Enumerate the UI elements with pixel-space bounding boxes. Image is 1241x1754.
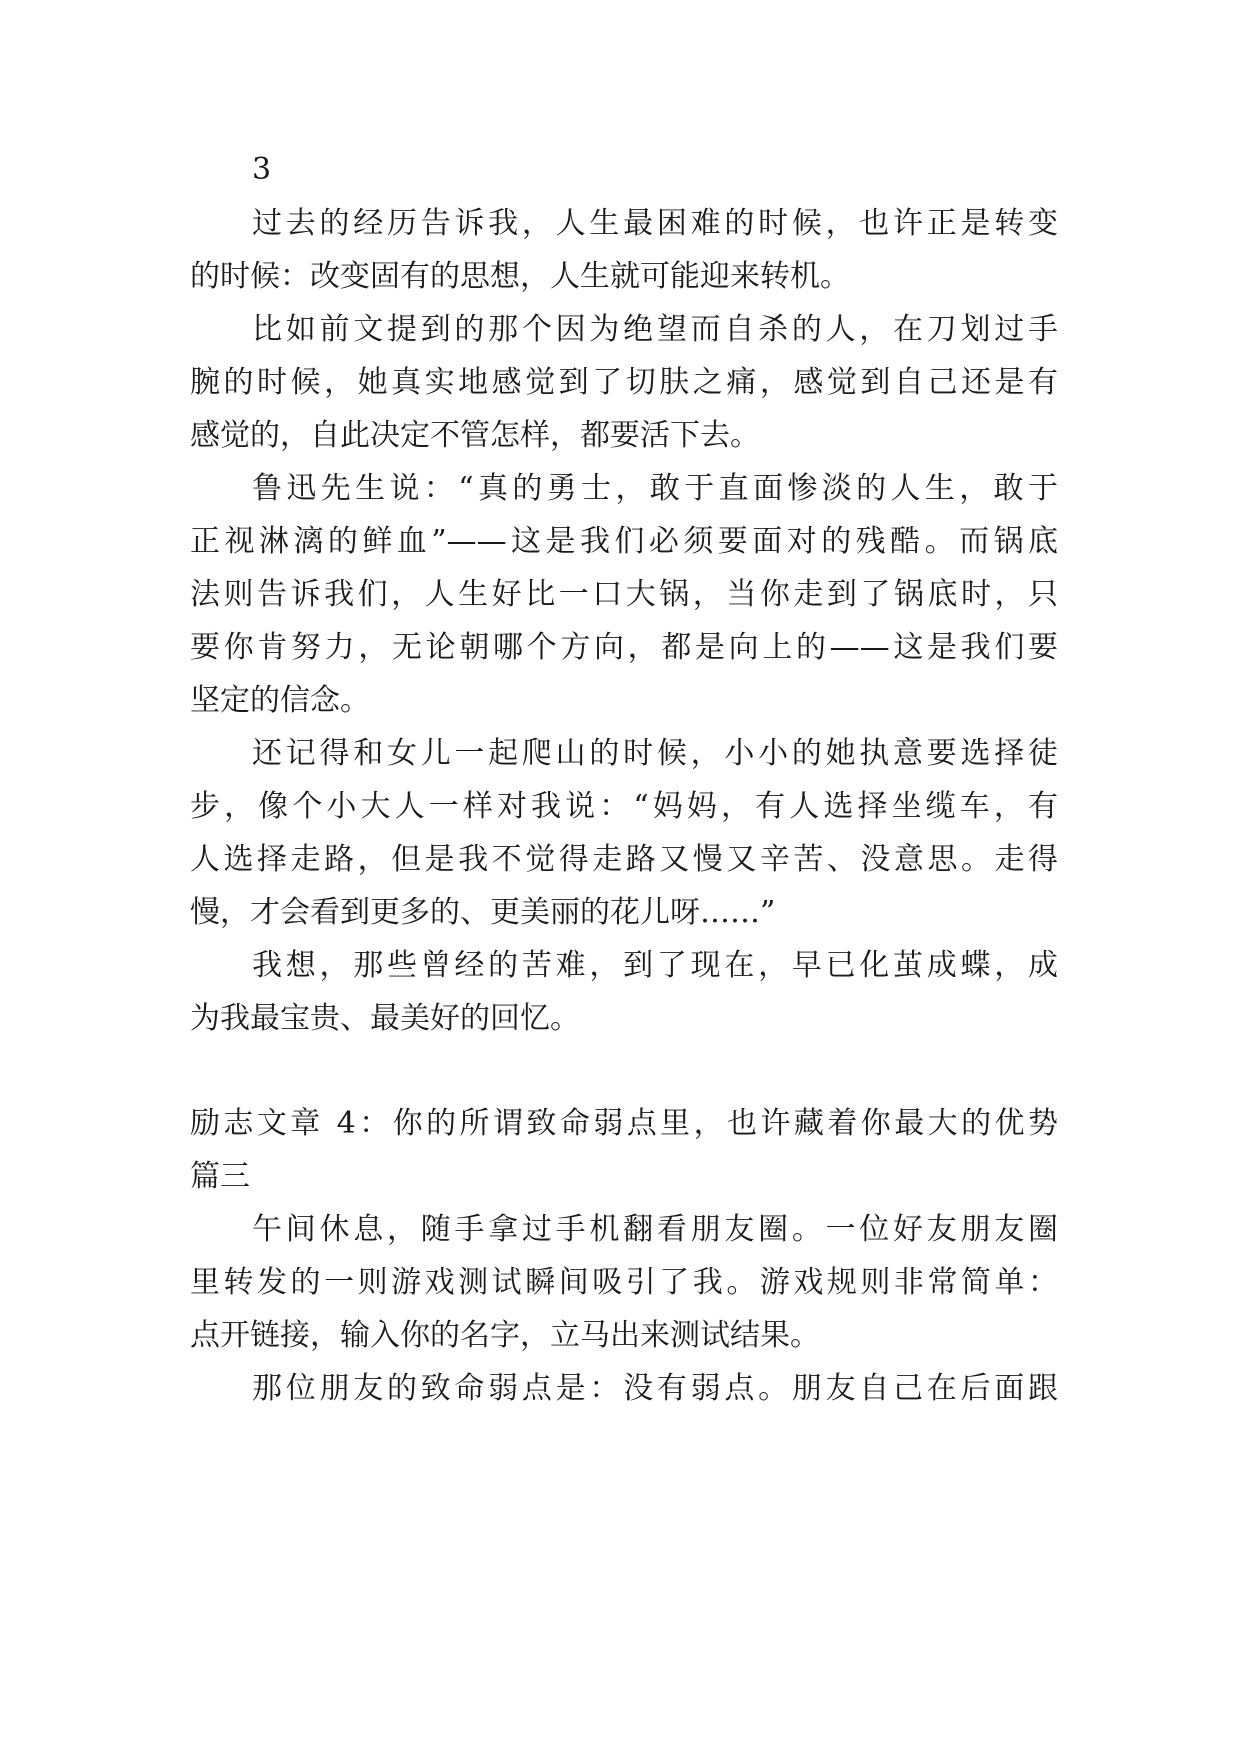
text-line: 感觉的，自此决定不管怎样，都要活下去。 — [190, 418, 760, 453]
text-line: 正视淋漓的鲜血”——这是我们必须要面对的残酷。而锅底 — [190, 524, 1058, 559]
text-line: 法则告诉我们，人生好比一口大锅，当你走到了锅底时，只 — [190, 577, 1058, 612]
text-line: 过去的经历告诉我，人生最困难的时候，也许正是转变 — [252, 206, 1058, 241]
text-line: 鲁迅先生说：“真的勇士，敢于直面惨淡的人生，敢于 — [252, 471, 1058, 506]
text-line: 还记得和女儿一起爬山的时候，小小的她执意要选择徒 — [252, 736, 1058, 771]
text-line: 慢，才会看到更多的、更美丽的花儿呀……” — [190, 895, 776, 930]
text-line: 人选择走路，但是我不觉得走路又慢又辛苦、没意思。走得 — [190, 842, 1058, 877]
text-line: 步，像个小大人一样对我说：“妈妈，有人选择坐缆车，有 — [190, 789, 1058, 824]
text-line: 点开链接，输入你的名字，立马出来测试结果。 — [190, 1318, 820, 1353]
text-line: 那位朋友的致命弱点是：没有弱点。朋友自己在后面跟 — [252, 1371, 1058, 1406]
text-line: 腕的时候，她真实地感觉到了切肤之痛，感觉到自己还是有 — [190, 365, 1058, 400]
text-line: 为我最宝贵、最美好的回忆。 — [190, 1001, 580, 1036]
text-line: 我想，那些曾经的苦难，到了现在，早已化茧成蝶，成 — [252, 948, 1058, 983]
page-number: 3 — [252, 152, 272, 187]
text-line: 的时候：改变固有的思想，人生就可能迎来转机。 — [190, 259, 850, 294]
text-line: 要你肯努力，无论朝哪个方向，都是向上的——这是我们要 — [190, 630, 1058, 665]
article-heading: 励志文章 4：你的所谓致命弱点里，也许藏着你最大的优势 — [190, 1106, 1058, 1141]
text-line: 坚定的信念。 — [190, 683, 370, 718]
text-line: 午间休息，随手拿过手机翻看朋友圈。一位好友朋友圈 — [252, 1212, 1058, 1247]
text-line: 里转发的一则游戏测试瞬间吸引了我。游戏规则非常简单： — [190, 1265, 1058, 1300]
article-heading-continuation: 篇三 — [190, 1159, 250, 1194]
text-line: 比如前文提到的那个因为绝望而自杀的人，在刀划过手 — [252, 312, 1058, 347]
